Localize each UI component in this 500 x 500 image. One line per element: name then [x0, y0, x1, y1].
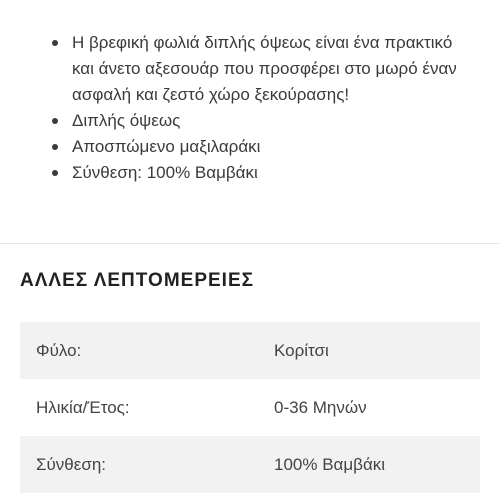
bullet-icon — [52, 170, 58, 176]
table-row — [20, 379, 480, 436]
feature-text: Αποσπώμενο μαξιλαράκι — [72, 137, 261, 156]
detail-value: Κορίτσι — [274, 322, 480, 379]
table-row — [20, 322, 480, 379]
detail-label: Ηλικία/Έτος: — [36, 397, 130, 417]
details-table — [20, 322, 480, 493]
bullet-icon — [52, 40, 58, 46]
feature-text: Σύνθεση: 100% Βαμβάκι — [72, 163, 258, 182]
feature-item — [52, 30, 472, 108]
product-description — [0, 0, 500, 242]
section-divider — [0, 243, 500, 244]
feature-item — [52, 160, 472, 186]
feature-text: Διπλής όψεως — [72, 111, 181, 130]
bullet-icon — [52, 144, 58, 150]
feature-text: Η βρεφική φωλιά διπλής όψεως είναι ένα πρακτικό και άνετο αξεσουάρ που προσφέρει στο μωρό έναν ασφαλή και ζεστό χώρο ξεκούρασης! — [72, 33, 457, 104]
feature-item — [52, 108, 472, 134]
feature-list — [52, 30, 472, 186]
detail-label: Σύνθεση: — [20, 436, 274, 493]
detail-label: Φύλο: — [20, 322, 274, 379]
detail-value: 100% Βαμβάκι — [274, 436, 480, 493]
feature-item — [52, 134, 472, 160]
bullet-icon — [52, 118, 58, 124]
table-row — [20, 436, 480, 493]
detail-value: 0-36 Μηνών — [274, 397, 367, 417]
details-section-title: ΑΛΛΕΣ ΛΕΠΤΟΜΕΡΕΙΕΣ — [20, 270, 255, 291]
